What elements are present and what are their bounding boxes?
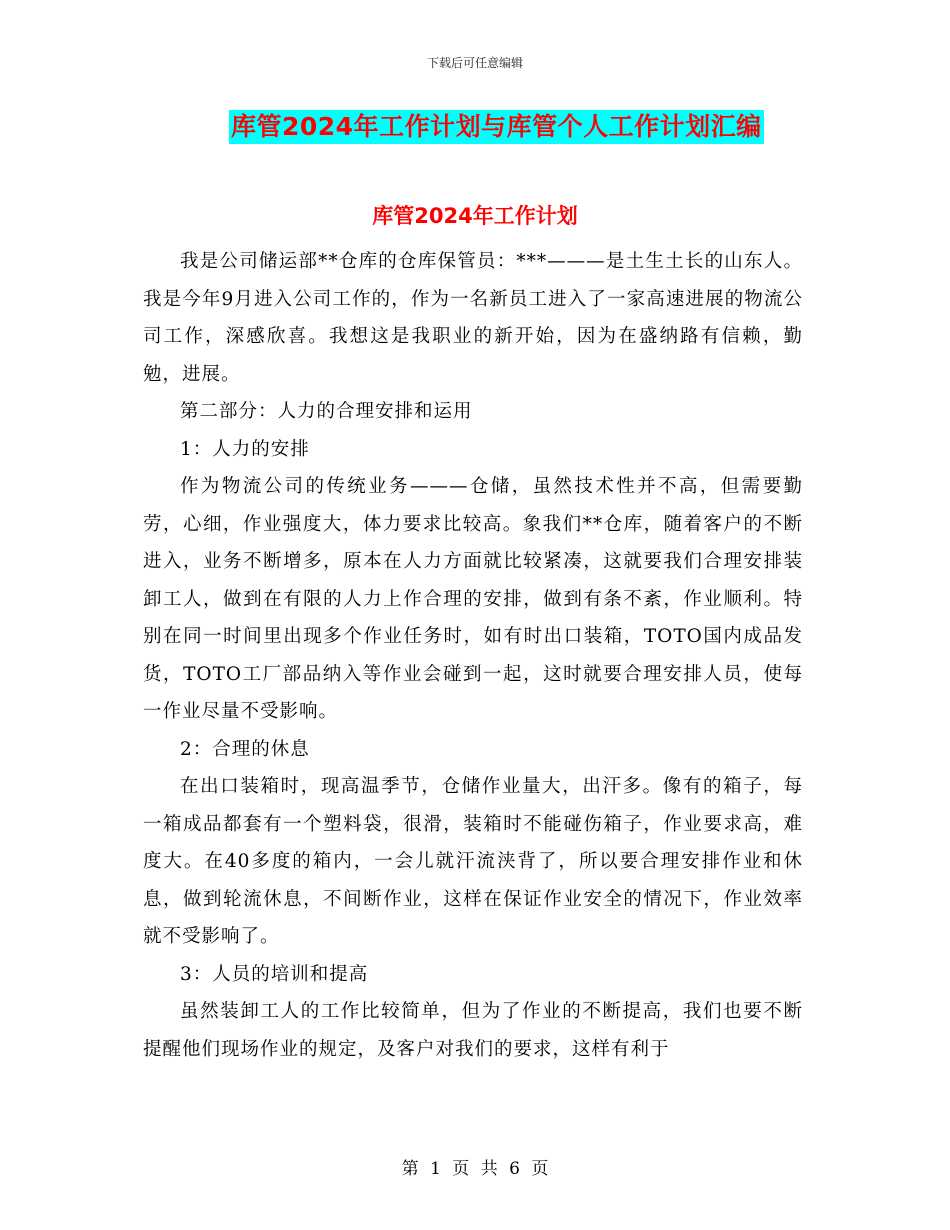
document-title: 库管2024年工作计划与库管个人工作计划汇编 [229, 110, 764, 144]
header-note: 下载后可任意编辑 [426, 56, 523, 70]
section-title: 库管2024年工作计划 [372, 204, 578, 228]
page-footer: 第 1 页 共 6 页 [401, 1159, 549, 1179]
paragraph-manpower: 作为物流公司的传统业务———仓储，虽然技术性并不高，但需要勤劳，心细，作业强度大，体力要求比较高。象我们**仓库，随着客户的不断进入，业务不断增多，原本在人力方面就比较紧凑，这就要我们合理安排装卸工人，做到在有限的人力上作合理的安排，做到有条不紊，作业顺利。特别在同一时间里出现多个作业任务时，如有时出口装箱，TOTO国内成品发货，TOTO工厂部品纳入等作业会碰到一起，这时就要合理安排人员，使每一作业尽量不受影响。 [143, 476, 803, 722]
body-text [143, 243, 803, 1068]
paragraph-intro: 我是公司储运部**仓库的仓库保管员：***———是土生土长的山东人。我是今年9月进入公司工作的，作为一名新员工进入了一家高速进展的物流公司工作，深感欣喜。我想这是我职业的新开始，因为在盛纳路有信赖，勤勉，进展。 [143, 251, 803, 385]
paragraph-training: 虽然装卸工人的工作比较简单，但为了作业的不断提高，我们也要不断提醒他们现场作业的规定，及客户对我们的要求，这样有利于 [143, 1001, 803, 1060]
paragraph-rest: 在出口装箱时，现高温季节，仓储作业量大，出汗多。像有的箱子，每一箱成品都套有一个塑料袋，很滑，装箱时不能碰伤箱子，作业要求高，难度大。在40多度的箱内，一会儿就汗流浃背了，所以要合理安排作业和休息，做到轮流休息，不间断作业，这样在保证作业安全的情况下，作业效率就不受影响了。 [143, 776, 803, 947]
paragraph-heading-3: 3：人员的培训和提高 [180, 963, 369, 985]
paragraph-heading-2: 2：合理的休息 [180, 738, 310, 760]
paragraph-heading-1: 1：人力的安排 [180, 438, 310, 460]
paragraph-heading-part-two: 第二部分：人力的合理安排和运用 [180, 401, 473, 422]
